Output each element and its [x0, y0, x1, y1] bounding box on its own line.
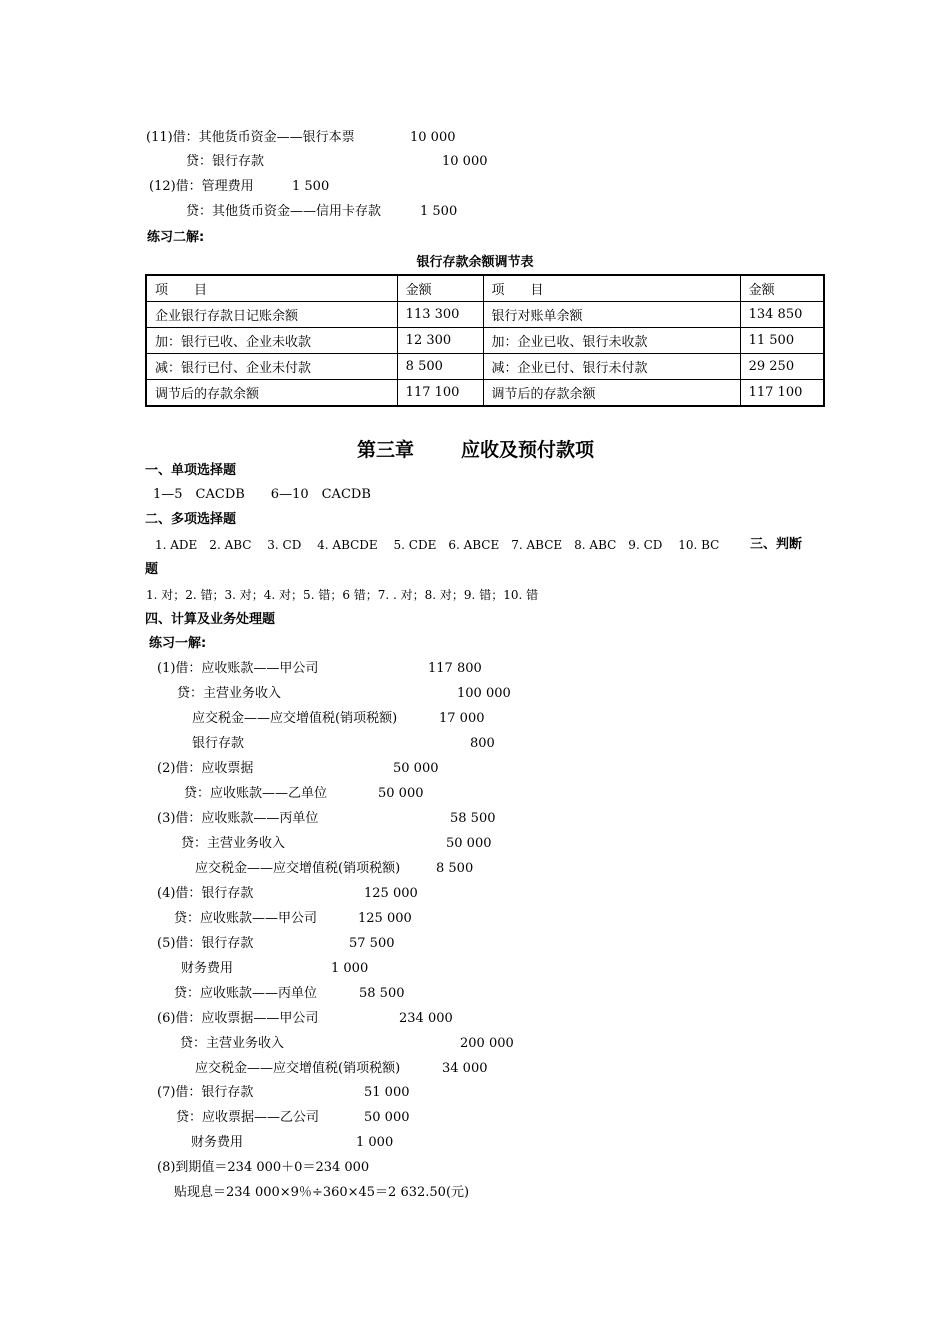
table-title: 银行存款余额调节表: [416, 255, 534, 270]
calculation-line: (8)到期值＝234 000＋0＝234 000: [157, 1160, 370, 1175]
entry-amount: 1 000: [356, 1135, 394, 1150]
entry-label: 贷：应收账款——甲公司: [174, 911, 318, 926]
section-answers: 1—5 CACDB 6—10 CACDB: [153, 487, 371, 502]
entry-label: (2)借：应收票据: [157, 761, 254, 776]
entry-label: 贷：其他货币资金——信用卡存款: [186, 204, 382, 219]
entry-amount: 1 000: [331, 961, 369, 976]
table-cell: 加：银行已收、企业未收款: [146, 328, 397, 354]
section-answers: 1. ADE 2. ABC 3. CD 4. ABCDE 5. CDE 6. ABCE 7. ABCE 8. ABC 9. CD 10. BC: [155, 538, 720, 552]
table-cell: 117 100: [397, 380, 483, 407]
entry-amount: 117 800: [428, 661, 482, 676]
reconciliation-table: [145, 274, 825, 407]
entry-label: (11)借：其他货币资金——银行本票: [146, 130, 355, 145]
calculation-line: 贴现息＝234 000×9％÷360×45＝2 632.50(元): [174, 1185, 470, 1200]
chapter-number: 第三章: [357, 439, 415, 461]
entry-label: (7)借：银行存款: [157, 1085, 254, 1100]
table-cell: 113 300: [397, 302, 483, 328]
entry-label: (5)借：银行存款: [157, 936, 254, 951]
table-cell: 银行对账单余额: [483, 302, 740, 328]
entry-label: (6)借：应收票据——甲公司: [157, 1011, 319, 1026]
entry-label: 贷：应收账款——丙单位: [174, 986, 318, 1001]
entry-label: (3)借：应收账款——丙单位: [157, 811, 319, 826]
entry-amount: 57 500: [349, 936, 395, 951]
entry-amount: 100 000: [457, 686, 511, 701]
entry-amount: 10 000: [410, 130, 456, 145]
entry-label: 财务费用: [191, 1135, 244, 1150]
entry-amount: 8 500: [436, 861, 474, 876]
entry-amount: 50 000: [446, 836, 492, 851]
entry-label: 贷：主营业务收入: [177, 686, 282, 701]
entry-label: 应交税金——应交增值税(销项税额): [192, 711, 398, 726]
entry-amount: 58 500: [359, 986, 405, 1001]
entry-amount: 34 000: [442, 1061, 488, 1076]
entry-label: 贷：主营业务收入: [181, 836, 286, 851]
entry-amount: 10 000: [442, 154, 488, 169]
table-row: [146, 354, 824, 380]
table-cell: 减：企业已付、银行未付款: [483, 354, 740, 380]
entry-label: 贷：银行存款: [186, 154, 265, 169]
table-cell: 29 250: [740, 354, 824, 380]
header-cell: 项 目: [146, 275, 397, 302]
table-header-row: [146, 275, 824, 302]
entry-amount: 200 000: [460, 1036, 514, 1051]
entry-amount: 1 500: [420, 204, 458, 219]
entry-label: (1)借：应收账款——甲公司: [157, 661, 319, 676]
entry-label: 财务费用: [181, 961, 234, 976]
header-cell: 金额: [740, 275, 824, 302]
section-answers: 1. 对；2. 错；3. 对；4. 对；5. 错；6 错；7. . 对；8. 对；9. 错；10. 错: [146, 588, 539, 602]
table-cell: 减：银行已付、企业未付款: [146, 354, 397, 380]
table-cell: 调节后的存款余额: [483, 380, 740, 407]
table-cell: 11 500: [740, 328, 824, 354]
chapter-title: 应收及预付款项: [461, 439, 595, 461]
section-title: 二、多项选择题: [145, 512, 237, 527]
entry-amount: 125 000: [358, 911, 412, 926]
entry-amount: 50 000: [393, 761, 439, 776]
section-title: 三、判断: [750, 537, 803, 552]
exercise-2-title: 练习二解:: [147, 230, 205, 245]
section-title-continued: 题: [145, 562, 159, 577]
entry-label: 应交税金——应交增值税(销项税额): [195, 861, 401, 876]
entry-amount: 51 000: [364, 1085, 410, 1100]
entry-label: (12)借：管理费用: [149, 179, 254, 194]
section-title: 一、单项选择题: [145, 463, 237, 478]
table-cell: 12 300: [397, 328, 483, 354]
entry-label: 贷：主营业务收入: [180, 1036, 285, 1051]
header-cell: 项 目: [483, 275, 740, 302]
entry-label: 应交税金——应交增值税(销项税额): [195, 1061, 401, 1076]
table-cell: 117 100: [740, 380, 824, 407]
exercise-1-title: 练习一解:: [149, 636, 207, 651]
entry-amount: 234 000: [399, 1011, 453, 1026]
header-cell: 金额: [397, 275, 483, 302]
entry-label: 贷：应收票据——乙公司: [176, 1110, 320, 1125]
entry-amount: 50 000: [378, 786, 424, 801]
entry-label: 银行存款: [192, 736, 245, 751]
table-cell: 调节后的存款余额: [146, 380, 397, 407]
entry-amount: 1 500: [292, 179, 330, 194]
entry-amount: 50 000: [364, 1110, 410, 1125]
table-cell: 134 850: [740, 302, 824, 328]
entry-amount: 58 500: [450, 811, 496, 826]
entry-label: (4)借：银行存款: [157, 886, 254, 901]
table-cell: 8 500: [397, 354, 483, 380]
table-cell: 加：企业已收、银行未收款: [483, 328, 740, 354]
section-title: 四、计算及业务处理题: [145, 612, 276, 627]
table-row: [146, 302, 824, 328]
entry-amount: 800: [470, 736, 495, 751]
entry-amount: 17 000: [439, 711, 485, 726]
entry-label: 贷：应收账款——乙单位: [184, 786, 328, 801]
table-row: [146, 328, 824, 354]
entry-amount: 125 000: [364, 886, 418, 901]
table-row: [146, 380, 824, 407]
table-cell: 企业银行存款日记账余额: [146, 302, 397, 328]
